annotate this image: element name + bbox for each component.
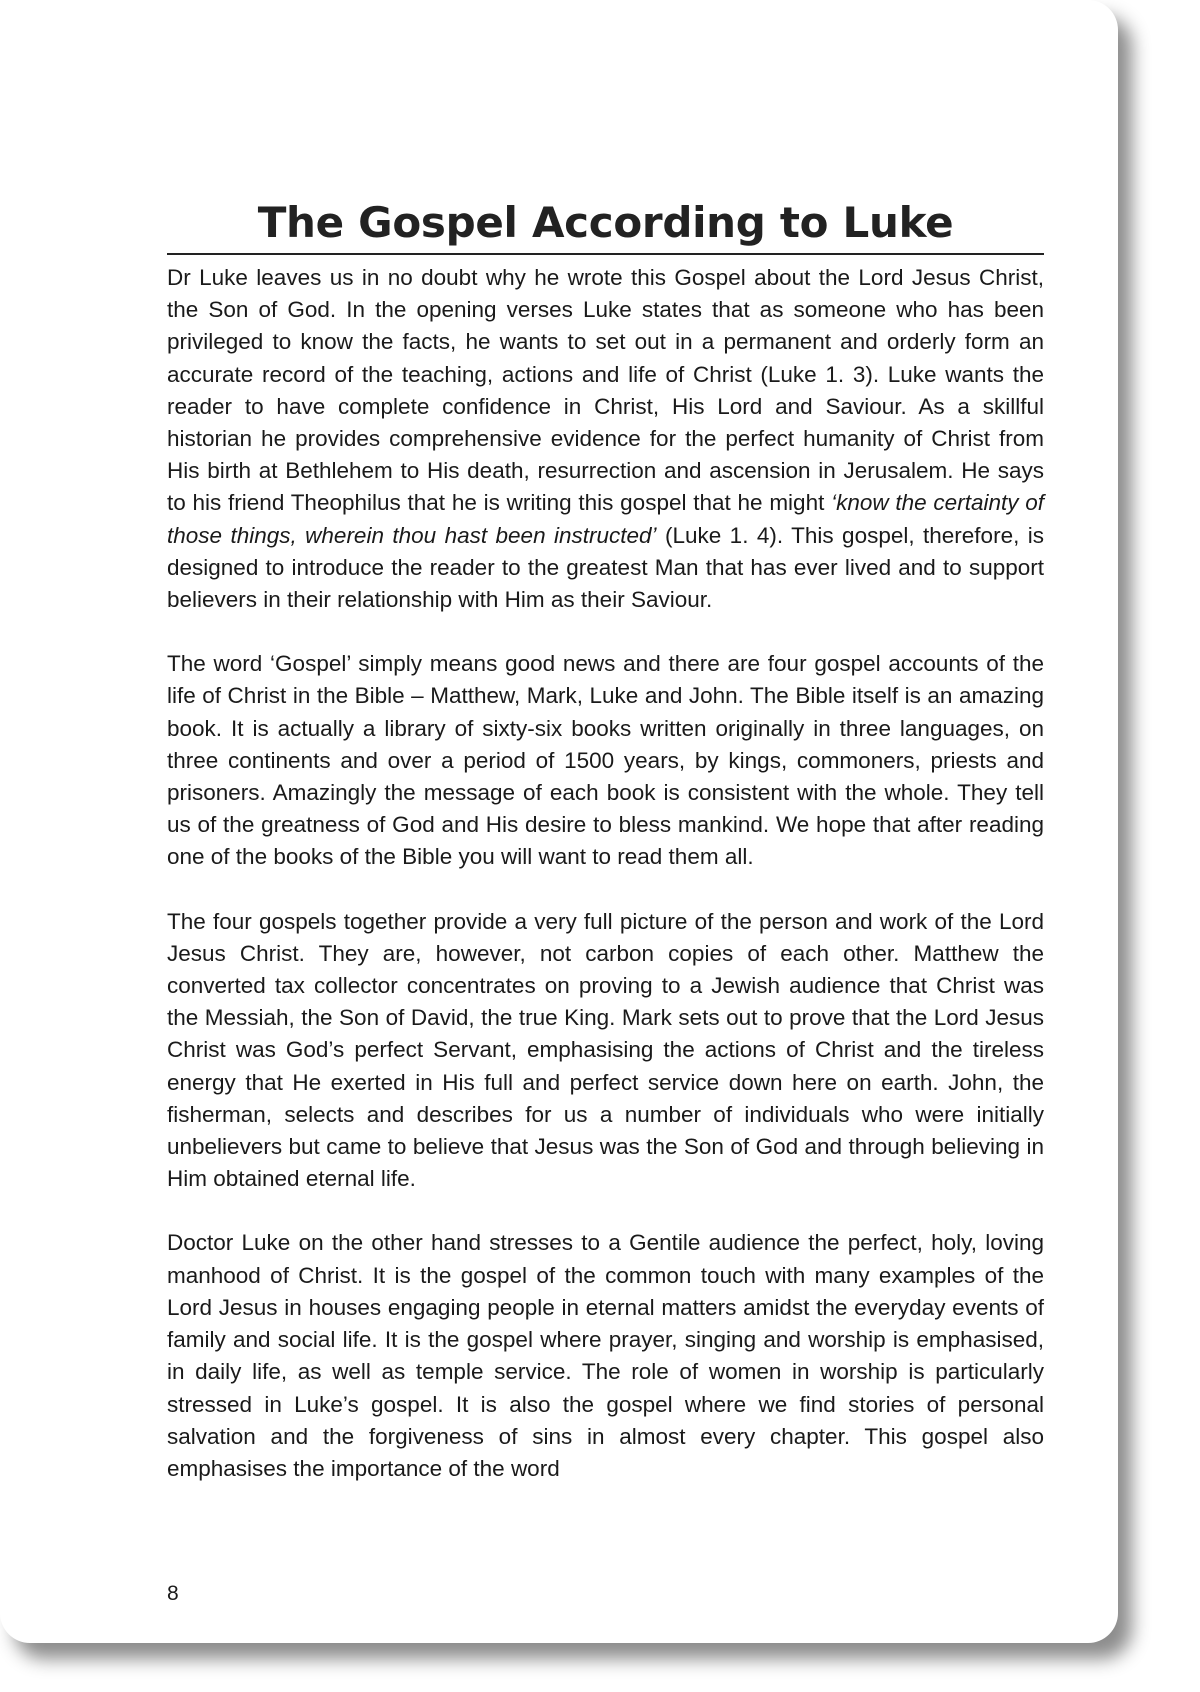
paragraph-4: Doctor Luke on the other hand stresses to a Gentile audience the perfect, holy, loving manhood of Christ. It is the gospel of the common touch with many examples of the Lord Jesus in houses engaging people in eternal matters amidst the everyday events of family and social life. It is the gospel where prayer, singing and worship is emphasised, in daily life, as well as temple service. The role of women in worship is particularly stressed in Luke’s gospel. It is also the gospel where we find stories of personal salvation and the forgiveness of sins in almost every chapter. This gospel also emphasises the importance of the word: [167, 1230, 1044, 1481]
paragraph-1: [167, 262, 1044, 616]
paragraph-2: The word ‘Gospel’ simply means good news and there are four gospel accounts of the life of Christ in the Bible – Matthew, Mark, Luke and John. The Bible itself is an amazing book. It is actually a library of sixty-six books written originally in three languages, on three continents and over a period of 1500 years, by kings, commoners, priests and prisoners. Amazingly the message of each book is consistent with the whole. They tell us of the greatness of God and His desire to bless mankind. We hope that after reading one of the books of the Bible you will want to read them all.: [167, 651, 1044, 870]
paragraph-1-text-b: (Luke 1. 4). This gospel, therefore, is designed to introduce the reader to the greatest Man that has ever lived and to support believers in their relationship with Him as their Saviour.: [167, 522, 1044, 613]
paragraph-1-text-a: Dr Luke leaves us in no doubt why he wrote this Gospel about the Lord Jesus Christ, the Son of God. In the opening verses Luke states that as someone who has been privileged to know the facts, he wants to set out in a permanent and orderly form an accurate record of the teaching, actions and life of Christ (Luke 1. 3). Luke wants the reader to have complete confidence in Christ, His Lord and Saviour. As a skillful historian he provides comprehensive evidence for the perfect humanity of Christ from His birth at Bethlehem to His death, resurrection and ascension in Jerusalem. He says to his friend Theophilus that he is writing this gospel that he might: [167, 265, 1044, 516]
scripture-quote: ‘know the certainty of those things, wherein thou hast been instructed’: [167, 490, 1044, 548]
paragraph-3: The four gospels together provide a very full picture of the person and work of the Lord Jesus Christ. They are, however, not carbon copies of each other. Matthew the converted tax collector concentrates on proving to a Jewish audience that Christ was the Messiah, the Son of David, the true King. Mark sets out to prove that the Lord Jesus Christ was God’s perfect Servant, emphasising the actions of Christ and the tireless energy that He exerted in His full and perfect service down here on earth. John, the fisherman, selects and describes for us a number of individuals who were initially unbelievers but came to believe that Jesus was the Son of God and through believing in Him obtained eternal life.: [167, 908, 1044, 1192]
title-underline: [167, 253, 1044, 255]
body-text: [167, 262, 1044, 1485]
page-title: The Gospel According to Luke: [257, 198, 954, 247]
page-number: 8: [167, 1582, 179, 1605]
